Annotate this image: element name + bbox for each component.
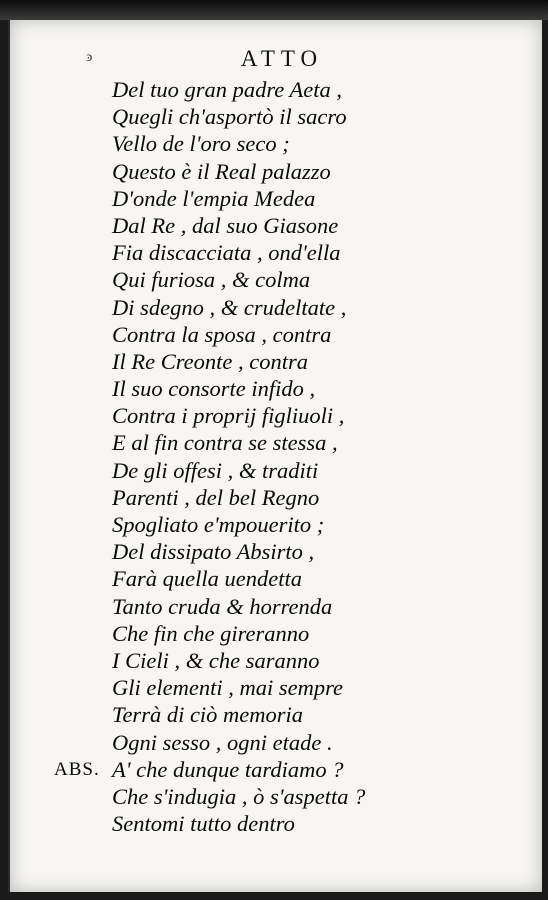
verse-line-text: Sentomi tutto dentro bbox=[112, 811, 295, 837]
verse-line-text: Fia discacciata , ond'ella bbox=[112, 240, 341, 266]
verse-line bbox=[0, 294, 548, 321]
verse-line-text: I Cieli , & che saranno bbox=[112, 647, 320, 673]
speaker-label: ABS. bbox=[54, 758, 100, 780]
verse-line bbox=[0, 212, 548, 239]
verse-line-text: Dal Re , dal suo Giasone bbox=[112, 212, 339, 238]
verse-line-text: Il Re Creonte , contra bbox=[112, 348, 308, 374]
verse-line-text: Questo è il Real palazzo bbox=[112, 158, 331, 184]
verse-line-text: Farà quella uendetta bbox=[112, 566, 302, 592]
verse-line bbox=[0, 511, 548, 538]
verse-line-text: Il suo consorte infido , bbox=[112, 376, 316, 402]
verse-line-text: E al fin contra se stessa , bbox=[112, 430, 338, 456]
verse-line-text: D'onde l'empia Medea bbox=[112, 185, 316, 211]
verse-line bbox=[0, 321, 548, 348]
verse-line bbox=[0, 457, 548, 484]
verse-line-text: Gli elementi , mai sempre bbox=[112, 675, 343, 701]
verse-line-text: Terrà di ciò memoria bbox=[112, 702, 304, 728]
verse-line-text: Del tuo gran padre Aeta , bbox=[112, 77, 342, 102]
running-header: ATTO bbox=[240, 46, 324, 71]
verse-line bbox=[0, 158, 548, 185]
verse-line bbox=[0, 538, 548, 565]
verse-line-text: A' che dunque tardiamo ? bbox=[112, 756, 344, 782]
verse-line-text: Di sdegno , & crudeltate , bbox=[112, 294, 347, 320]
verse-line-text: Tanto cruda & horrenda bbox=[112, 593, 333, 619]
verse-line-text: Spogliato e'mpouerito ; bbox=[112, 512, 325, 537]
verse-line bbox=[0, 429, 548, 456]
verse-line-text: De gli offesi , & traditi bbox=[112, 457, 319, 483]
verse-line-text: Quegli ch'asportò il sacro bbox=[112, 104, 347, 130]
verse-line-text: Parenti , del bel Regno bbox=[112, 484, 320, 510]
verse-line bbox=[0, 375, 548, 402]
verse-line bbox=[0, 593, 548, 620]
verse-line bbox=[0, 348, 548, 375]
verse-line bbox=[0, 103, 548, 130]
verse-line-text: Vello de l'oro seco ; bbox=[112, 131, 290, 157]
verse-line bbox=[0, 810, 548, 837]
verse-line bbox=[0, 729, 548, 756]
verse-line bbox=[0, 756, 548, 783]
verse-line-text: Contra la sposa , contra bbox=[112, 321, 332, 347]
verse-line-text: Che s'indugia , ò s'aspetta ? bbox=[112, 783, 366, 809]
verse-line bbox=[0, 239, 548, 266]
verse-line bbox=[0, 185, 548, 212]
verse-line bbox=[0, 565, 548, 592]
verse-line bbox=[0, 620, 548, 647]
page-top-edge bbox=[0, 0, 548, 20]
verse-line bbox=[0, 130, 548, 157]
verse-line-text: Contra i proprij figliuoli , bbox=[112, 403, 345, 429]
verse-line-text: Ogni sesso , ogni etade . bbox=[112, 729, 333, 755]
verse-line-text: Che fin che gireranno bbox=[112, 620, 310, 646]
verse-block bbox=[0, 76, 548, 837]
verse-line bbox=[0, 266, 548, 293]
verse-line-text: Del dissipato Absirto , bbox=[112, 539, 315, 565]
verse-line bbox=[0, 674, 548, 701]
verse-line-text: Qui furiosa , & colma bbox=[112, 267, 311, 293]
verse-line bbox=[0, 701, 548, 728]
verse-line bbox=[0, 402, 548, 429]
verse-line bbox=[0, 76, 548, 103]
verse-line bbox=[0, 484, 548, 511]
verse-line bbox=[0, 647, 548, 674]
verse-line bbox=[0, 783, 548, 810]
margin-mark: ͽ bbox=[86, 50, 93, 65]
